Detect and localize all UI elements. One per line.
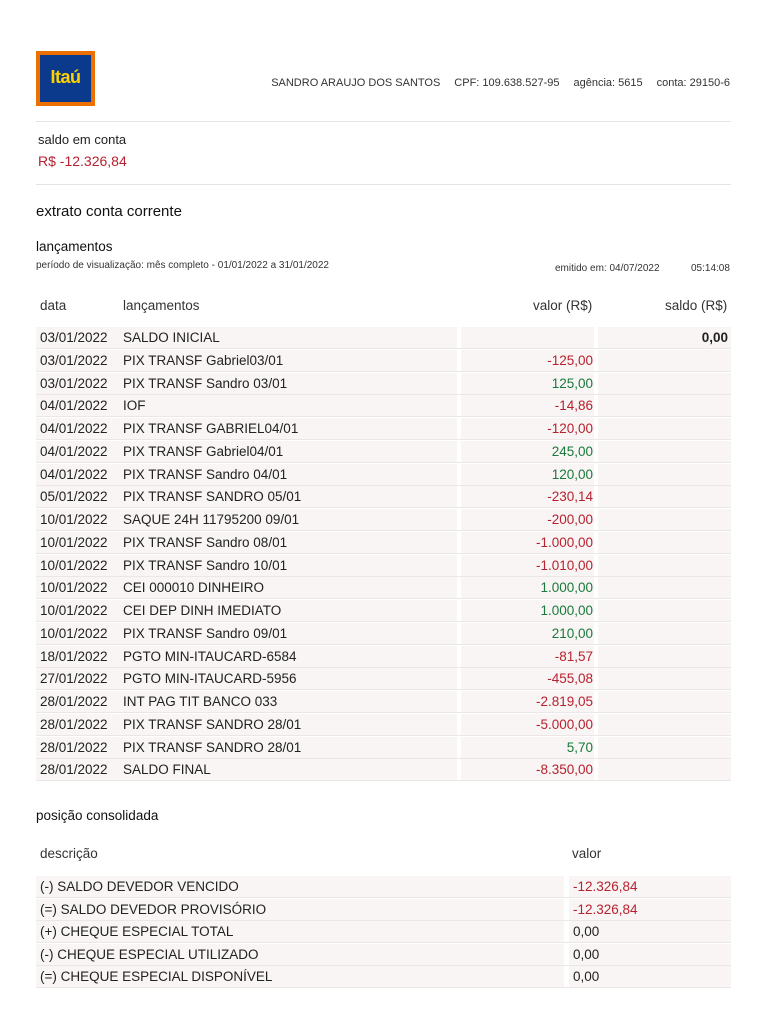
row-date: 04/01/2022 — [40, 398, 108, 414]
table-row — [36, 532, 731, 555]
row-value: -2.819,05 — [535, 694, 593, 709]
row-description: PIX TRANSF Gabriel04/01 — [123, 443, 284, 459]
consolidated-description: (+) CHEQUE ESPECIAL TOTAL — [40, 924, 234, 940]
table-row — [36, 373, 731, 396]
row-description: IOF — [123, 398, 146, 414]
consolidated-row — [36, 944, 731, 967]
consolidated-value: -12.326,84 — [573, 901, 638, 917]
table-row — [36, 327, 731, 350]
row-value: -8.350,00 — [535, 762, 593, 778]
table-row — [36, 464, 731, 487]
row-value: -455,08 — [547, 671, 593, 687]
row-description: PIX TRANSF Sandro 04/01 — [123, 466, 288, 482]
row-date: 10/01/2022 — [40, 580, 108, 596]
row-value: 120,00 — [551, 466, 593, 482]
table-row — [36, 395, 731, 418]
row-value: 1.000,00 — [540, 580, 593, 596]
table-row — [36, 555, 731, 578]
divider — [36, 184, 731, 185]
row-value: 125,00 — [551, 375, 593, 391]
table-row — [36, 623, 731, 646]
table-row — [36, 418, 731, 441]
table-row — [36, 714, 731, 737]
row-date: 04/01/2022 — [40, 421, 108, 436]
consolidated-description: (=) SALDO DEVEDOR PROVISÓRIO — [40, 901, 267, 917]
statement-title: extrato conta corrente — [36, 203, 182, 220]
consolidated-row — [36, 876, 731, 899]
row-date: 05/01/2022 — [40, 489, 108, 505]
cpf: CPF: 109.638.527-95 — [454, 77, 560, 89]
row-value: -5.000,00 — [535, 716, 593, 732]
row-description: SALDO FINAL — [123, 762, 211, 778]
consolidated-description: (-) SALDO DEVEDOR VENCIDO — [40, 879, 239, 894]
saldo-label: saldo em conta — [38, 132, 127, 147]
col-header-balance: saldo (R$) — [665, 298, 728, 313]
row-value: -81,57 — [554, 648, 593, 664]
table-row — [36, 737, 731, 760]
row-description: PIX TRANSF Gabriel03/01 — [123, 352, 284, 368]
consolidated-row — [36, 921, 731, 944]
row-value: -125,00 — [547, 352, 593, 368]
col-header-value: valor (R$) — [533, 298, 593, 313]
consolidated-title: posição consolidada — [36, 808, 159, 823]
row-date: 10/01/2022 — [40, 512, 108, 527]
row-date: 10/01/2022 — [40, 534, 108, 550]
row-value: 245,00 — [551, 443, 593, 459]
consolidated-row — [36, 966, 731, 989]
account-holder-name: SANDRO ARAUJO DOS SANTOS — [271, 77, 441, 89]
saldo-value: R$ -12.326,84 — [38, 153, 127, 169]
row-date: 03/01/2022 — [40, 330, 108, 345]
agencia: agência: 5615 — [573, 77, 643, 89]
divider — [36, 121, 731, 122]
row-date: 27/01/2022 — [40, 671, 108, 687]
row-description: PIX TRANSF SANDRO 05/01 — [123, 489, 302, 505]
row-description: CEI 000010 DINHEIRO — [123, 580, 265, 596]
row-balance: 0,00 — [701, 330, 728, 345]
issued-time: 05:14:08 — [691, 263, 730, 274]
table-row — [36, 646, 731, 669]
col-header-description: lançamentos — [123, 298, 200, 313]
logo-text: Itaú — [50, 67, 81, 87]
row-date: 28/01/2022 — [40, 739, 108, 755]
row-description: INT PAG TIT BANCO 033 — [123, 694, 278, 709]
row-date: 04/01/2022 — [40, 466, 108, 482]
row-value: 210,00 — [551, 625, 593, 641]
row-description: PIX TRANSF Sandro 03/01 — [123, 375, 288, 391]
row-value: -230,14 — [547, 489, 593, 505]
consolidated-value: 0,00 — [573, 946, 600, 962]
row-date: 18/01/2022 — [40, 648, 108, 664]
table-row — [36, 600, 731, 623]
row-value: -1.010,00 — [535, 557, 593, 573]
consolidated-description: (-) CHEQUE ESPECIAL UTILIZADO — [40, 946, 259, 962]
col-header-valor: valor — [572, 846, 602, 861]
row-description: PIX TRANSF Sandro 10/01 — [123, 557, 288, 573]
row-date: 28/01/2022 — [40, 716, 108, 732]
row-description: CEI DEP DINH IMEDIATO — [123, 603, 282, 618]
table-row — [36, 441, 731, 464]
table-row — [36, 668, 731, 691]
row-date: 28/01/2022 — [40, 762, 108, 778]
row-date: 10/01/2022 — [40, 625, 108, 641]
row-description: PIX TRANSF GABRIEL04/01 — [123, 421, 299, 436]
row-description: PIX TRANSF SANDRO 28/01 — [123, 716, 302, 732]
row-description: SAQUE 24H 11795200 09/01 — [123, 512, 300, 527]
row-value: -120,00 — [547, 421, 593, 436]
row-description: PGTO MIN-ITAUCARD-6584 — [123, 648, 297, 664]
table-row — [36, 691, 731, 714]
row-description: PIX TRANSF Sandro 08/01 — [123, 534, 288, 550]
row-description: PIX TRANSF SANDRO 28/01 — [123, 739, 302, 755]
row-date: 10/01/2022 — [40, 557, 108, 573]
issued-date: emitido em: 04/07/2022 — [555, 263, 660, 274]
conta: conta: 29150-6 — [656, 77, 730, 89]
col-header-descricao: descrição — [40, 846, 98, 861]
table-row — [36, 509, 731, 532]
consolidated-value: 0,00 — [573, 924, 600, 940]
table-row — [36, 350, 731, 373]
row-value: 1.000,00 — [540, 603, 593, 618]
col-header-date: data — [40, 298, 67, 313]
consolidated-row — [36, 899, 731, 922]
consolidated-value: -12.326,84 — [573, 879, 638, 894]
table-row — [36, 486, 731, 509]
account-info — [271, 77, 730, 89]
row-value: -14,86 — [554, 398, 593, 414]
period-text: período de visualização: mês completo - 01/01/2022 a 31/01/2022 — [36, 260, 329, 271]
row-description: PGTO MIN-ITAUCARD-5956 — [123, 671, 297, 687]
consolidated-description: (=) CHEQUE ESPECIAL DISPONÍVEL — [40, 969, 273, 985]
table-row — [36, 759, 731, 782]
row-date: 03/01/2022 — [40, 375, 108, 391]
row-date: 28/01/2022 — [40, 694, 108, 709]
itau-logo — [36, 51, 95, 106]
consolidated-value: 0,00 — [573, 969, 600, 985]
transactions-heading: lançamentos — [36, 239, 113, 254]
row-value: -1.000,00 — [535, 534, 593, 550]
row-date: 10/01/2022 — [40, 603, 108, 618]
row-date: 03/01/2022 — [40, 352, 108, 368]
row-date: 04/01/2022 — [40, 443, 108, 459]
row-description: PIX TRANSF Sandro 09/01 — [123, 625, 288, 641]
row-value: 5,70 — [566, 739, 593, 755]
row-value: -200,00 — [547, 512, 593, 527]
row-description: SALDO INICIAL — [123, 330, 220, 345]
table-row — [36, 577, 731, 600]
